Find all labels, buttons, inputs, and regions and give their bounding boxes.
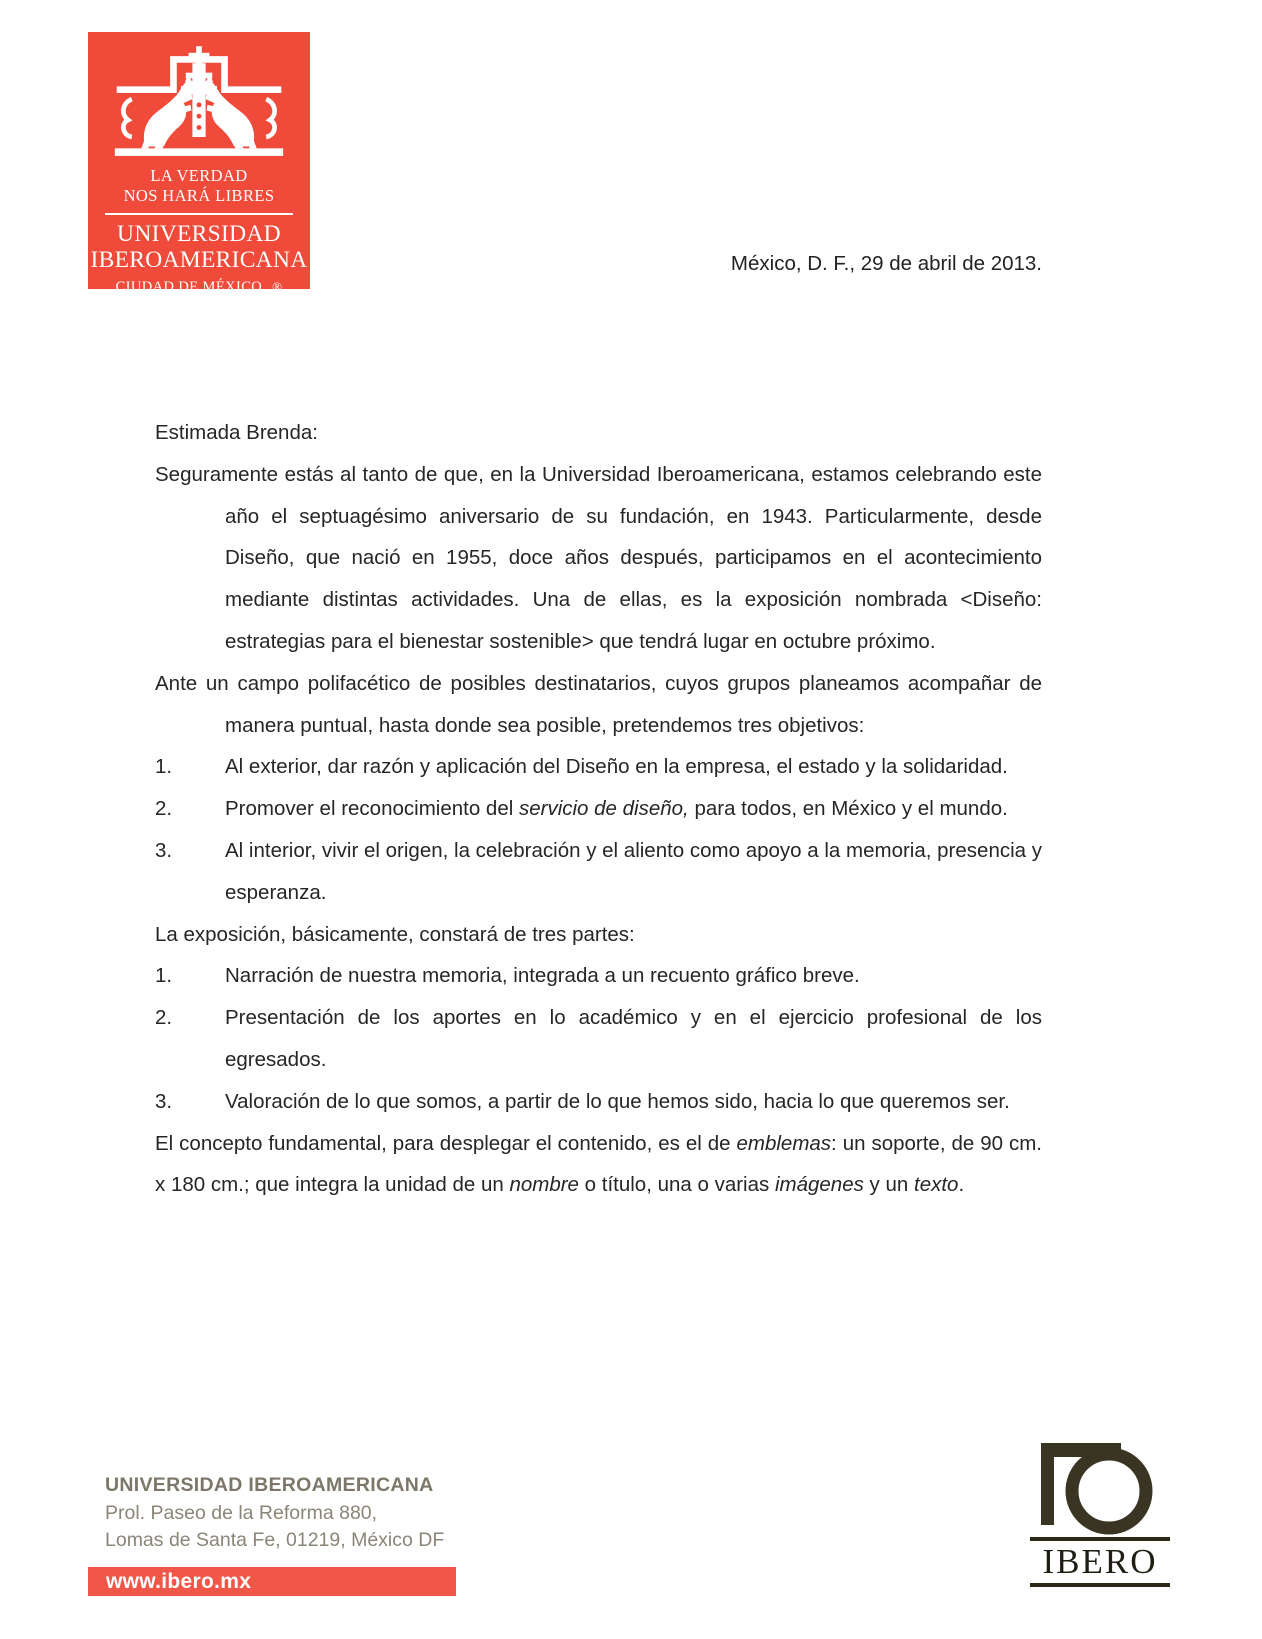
logo-university-line2: IBEROAMERICANA	[90, 247, 308, 273]
body-text-italic: emblemas	[736, 1131, 832, 1155]
list-text: Promover el reconocimiento del	[225, 797, 519, 821]
body-text: El concepto fundamental, para desplegar el contenido, es el de	[155, 1131, 737, 1155]
logo-city: CIUDAD DE MÉXICO	[115, 279, 263, 295]
part-item-1	[155, 955, 1042, 997]
body-text-italic: texto	[914, 1173, 959, 1197]
body-text: o título, una o varias	[578, 1173, 775, 1197]
list-text-italic: servicio de diseño,	[518, 797, 689, 821]
list-text: Valoración de lo que somos, a partir de lo que hemos sido, hacia lo que queremos ser.	[225, 1089, 1010, 1113]
letter-date: México, D. F., 29 de abril de 2013.	[730, 252, 1042, 275]
body-text: y un	[863, 1173, 914, 1197]
objective-item-3	[155, 830, 1042, 914]
website-bar	[88, 1567, 456, 1596]
logo-city-line	[88, 279, 310, 296]
list-number: 1.	[155, 964, 173, 988]
body-text: .	[958, 1173, 965, 1197]
ibero-rule-bottom	[1030, 1583, 1170, 1587]
list-number: 3.	[155, 838, 173, 862]
list-number: 2.	[155, 797, 173, 821]
paragraph-2: Ante un campo polifacético de posibles destinatarios, cuyos grupos planeamos acompañar de manera puntual, hasta donde sea posible, pretendemos tres objetivos:	[155, 671, 1042, 737]
university-logo	[88, 32, 310, 295]
wolves-crest-icon	[94, 38, 304, 166]
list-text: para todos, en México y el mundo.	[688, 797, 1008, 821]
body-text-italic: nombre	[509, 1173, 579, 1197]
list-text: Presentación de los aportes en lo académico y en el ejercicio profesional de los egresados.	[225, 1006, 1042, 1071]
salutation: Estimada Brenda:	[155, 421, 318, 444]
part-item-2	[155, 997, 1042, 1081]
body-text-italic: imágenes	[774, 1173, 864, 1197]
paragraph-1: Seguramente estás al tanto de que, en la Universidad Iberoamericana, estamos celebrando este año el septuagésimo aniversario de su fundación, en 1943. Particularmente, desde Diseño, que nació en 1955, doce años después, participamos en el acontecimiento mediante distintas actividades. Una de ellas, es la exposición nombrada <Diseño: estrategias para el bienestar sostenible> que tendrá lugar en octubre próximo.	[155, 462, 1042, 653]
body-text: : un soporte, de 90 cm. x 180 cm.; que integra la unidad de un	[155, 1131, 1042, 1197]
list-number: 1.	[155, 755, 173, 779]
logo-divider	[105, 213, 293, 215]
ibero-anniversary-logo	[1030, 1443, 1170, 1587]
part-item-3	[155, 1081, 1042, 1123]
footer-address-block	[105, 1472, 444, 1555]
registered-trademark-symbol: ®	[272, 279, 283, 294]
footer-address-line2: Lomas de Santa Fe, 01219, México DF	[105, 1529, 445, 1551]
logo-motto-line2: NOS HARÁ LIBRES	[123, 186, 275, 205]
logo-university-line1: UNIVERSIDAD	[117, 221, 281, 247]
footer-address-line1: Prol. Paseo de la Reforma 880,	[105, 1501, 378, 1524]
objective-item-2	[155, 788, 1042, 830]
list-text: Al exterior, dar razón y aplicación del Diseño en la empresa, el estado y la solidaridad.	[225, 755, 1008, 779]
list-text: Al interior, vivir el origen, la celebración y el aliento como apoyo a la memoria, presencia y esperanza.	[225, 838, 1042, 904]
parts-heading: La exposición, básicamente, constará de tres partes:	[155, 922, 635, 946]
logo-motto-line1: LA VERDAD	[150, 166, 248, 185]
list-text: Narración de nuestra memoria, integrada a un recuento gráfico breve.	[225, 964, 860, 988]
footer-org-name: UNIVERSIDAD IBEROAMERICANA	[105, 1474, 434, 1496]
letter-body	[155, 412, 1042, 1206]
paragraph-3	[155, 1123, 1042, 1207]
list-number: 2.	[155, 1006, 173, 1030]
list-number: 3.	[155, 1089, 173, 1113]
website-url: www.ibero.mx	[106, 1570, 252, 1593]
objective-item-1	[155, 746, 1042, 788]
70th-anniversary-mark-icon	[1041, 1443, 1159, 1535]
ibero-wordmark: IBERO	[1042, 1542, 1158, 1581]
